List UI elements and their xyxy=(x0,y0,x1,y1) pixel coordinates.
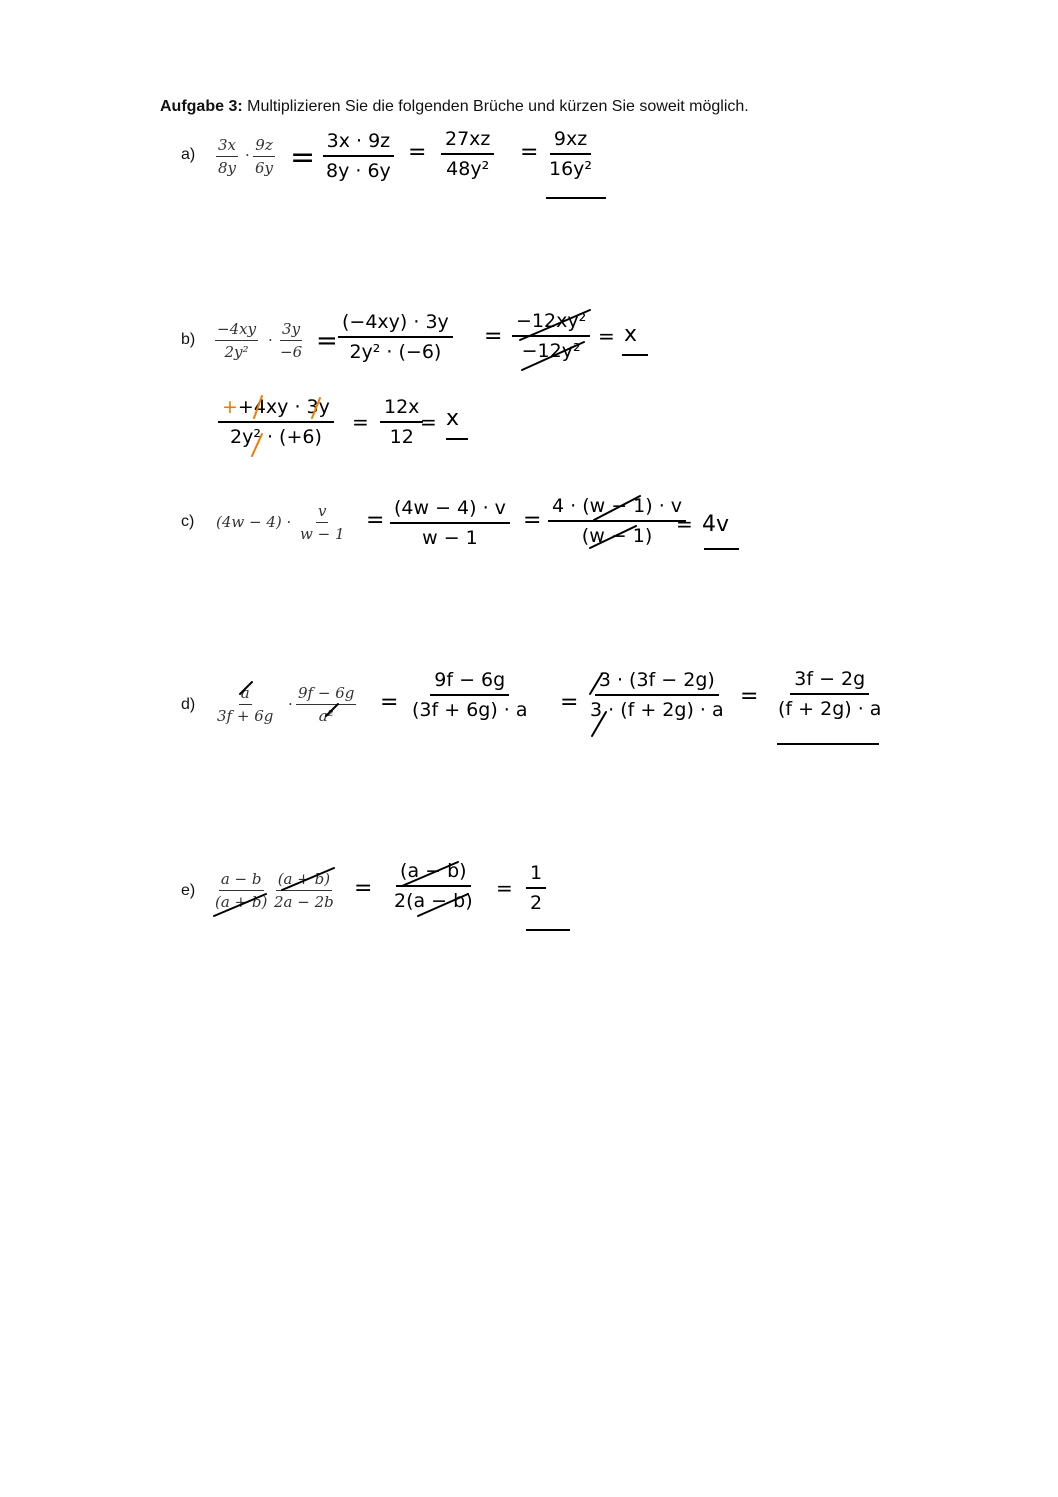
e-equals-1: = xyxy=(354,876,373,901)
a-step-1-num: 3x · 9z xyxy=(323,130,395,157)
a-fraction-1-den: 8y xyxy=(218,159,237,177)
a-step-3-num: 9xz xyxy=(550,128,591,155)
e-step-2-den: 2 xyxy=(530,892,543,914)
a-fraction-2-num: 9z xyxy=(253,136,274,157)
c-step-2-den: (w − 1) xyxy=(581,525,653,547)
a-equals-1: = xyxy=(290,140,316,175)
c-fraction-1-den: w − 1 xyxy=(300,525,345,543)
a-step-1-den: 8y · 6y xyxy=(326,160,391,182)
a-dot: · xyxy=(245,146,250,164)
a-step-3-den: 16y² xyxy=(549,158,593,180)
d-dot: · xyxy=(288,695,293,713)
d-step-1 xyxy=(408,669,532,721)
d-fraction-2-num: 9f − 6g xyxy=(296,684,356,705)
b-equals-5: = xyxy=(420,410,437,434)
b-step-3 xyxy=(218,396,334,448)
d-result-underline xyxy=(777,743,879,745)
a-fraction-2 xyxy=(253,136,275,177)
label-a: a) xyxy=(181,146,196,163)
c-step-1 xyxy=(390,497,510,549)
c-step-1-den: w − 1 xyxy=(422,527,478,549)
a-result-underline xyxy=(546,197,606,199)
b-step-1 xyxy=(338,311,453,363)
a-fraction-2-den: 6y xyxy=(255,159,274,177)
b-fraction-2-den: −6 xyxy=(280,343,303,361)
label-c: c) xyxy=(181,513,195,530)
d-step-3-num: 3f − 2g xyxy=(790,668,869,695)
b-equals-1: = xyxy=(316,326,338,356)
d-fraction-2 xyxy=(296,684,356,725)
c-fraction-1-num: v xyxy=(316,502,328,523)
a-step-1 xyxy=(322,130,395,182)
d-fraction-1-num: a xyxy=(239,684,252,705)
b-step-4-den: 12 xyxy=(389,426,414,448)
d-step-2-num: 3 · (3f − 2g) xyxy=(595,669,719,696)
e-step-2-num: 1 xyxy=(526,862,546,889)
c-fraction-1 xyxy=(298,502,347,543)
e-equals-2: = xyxy=(496,876,513,900)
e-fraction-2-num: (a + b) xyxy=(276,870,332,891)
b-result-1: x xyxy=(624,322,638,347)
d-fraction-1-den: 3f + 6g xyxy=(217,707,274,725)
a-equals-3: = xyxy=(520,140,539,165)
c-step-2-num: 4 · (w − 1) · v xyxy=(548,495,686,522)
a-fraction-1-num: 3x xyxy=(216,136,238,157)
e-fraction-2-den: 2a − 2b xyxy=(274,893,334,911)
task-instruction: Multiplizieren Sie die folgenden Brüche und kürzen Sie soweit möglich. xyxy=(247,98,749,115)
d-equals-2: = xyxy=(560,690,579,715)
e-result-underline xyxy=(526,929,570,931)
b-step-4 xyxy=(380,396,423,448)
b-equals-4: = xyxy=(352,410,369,434)
e-fraction-1 xyxy=(213,870,269,911)
c-factor-1: (4w − 4) · xyxy=(216,513,292,531)
d-equals-3: = xyxy=(740,684,759,709)
a-equals-2: = xyxy=(408,140,427,165)
e-fraction-1-num: a − b xyxy=(219,870,264,891)
b-result-2: x xyxy=(446,406,460,431)
b-equals-3: = xyxy=(598,324,615,348)
a-step-3 xyxy=(545,128,596,180)
c-step-2 xyxy=(548,495,686,547)
a-fraction-1 xyxy=(216,136,238,177)
d-step-3 xyxy=(774,668,885,720)
a-step-2 xyxy=(441,128,494,180)
a-step-2-num: 27xz xyxy=(441,128,494,155)
c-equals-2: = xyxy=(523,508,542,533)
d-step-2-den: 3 · (f + 2g) · a xyxy=(590,699,724,721)
b-dot: · xyxy=(268,331,273,349)
d-step-1-num: 9f − 6g xyxy=(430,669,509,696)
e-step-2 xyxy=(526,862,546,914)
e-step-1-den: 2(a − b) xyxy=(394,890,473,912)
b-fraction-1-den: 2y² xyxy=(224,343,249,361)
c-result: 4v xyxy=(702,512,730,537)
e-fraction-1-den: (a + b) xyxy=(215,893,268,911)
c-equals-3: = xyxy=(676,512,693,536)
d-step-1-den: (3f + 6g) · a xyxy=(412,699,528,721)
b-step-2-num: −12xy² xyxy=(512,310,590,337)
label-e: e) xyxy=(181,882,196,899)
d-step-2 xyxy=(586,669,728,721)
b-result-2-underline xyxy=(446,438,468,440)
label-b: b) xyxy=(181,331,196,348)
c-equals-1: = xyxy=(366,508,385,533)
b-step-4-num: 12x xyxy=(380,396,423,423)
b-fraction-2-num: 3y xyxy=(280,320,302,341)
task-label: Aufgabe 3: xyxy=(160,98,243,115)
d-step-3-den: (f + 2g) · a xyxy=(778,698,882,720)
d-fraction-2-den: a² xyxy=(318,707,334,725)
e-step-1-num: (a − b) xyxy=(396,860,471,887)
label-d: d) xyxy=(181,696,196,713)
b-step-1-den: 2y² · (−6) xyxy=(349,341,442,363)
b-step-2 xyxy=(512,310,590,362)
b-result-1-underline xyxy=(622,354,648,356)
b-equals-2: = xyxy=(484,324,503,349)
task-heading xyxy=(160,98,749,116)
a-step-2-den: 48y² xyxy=(446,158,490,180)
c-step-1-num: (4w − 4) · v xyxy=(390,497,510,524)
b-fraction-1-num: −4xy xyxy=(215,320,258,341)
b-fraction-2 xyxy=(278,320,304,361)
b-fraction-1 xyxy=(215,320,258,361)
c-result-underline xyxy=(704,548,739,550)
b-step-2-den: −12y² xyxy=(521,340,581,362)
d-equals-1: = xyxy=(380,690,399,715)
b-step-3-num: ++4xy · 3y xyxy=(218,396,334,423)
b-step-1-num: (−4xy) · 3y xyxy=(338,311,453,338)
d-fraction-1 xyxy=(215,684,275,725)
e-fraction-2 xyxy=(272,870,336,911)
e-step-1 xyxy=(390,860,477,912)
b-step-3-den: 2y² · (+6) xyxy=(229,426,322,448)
